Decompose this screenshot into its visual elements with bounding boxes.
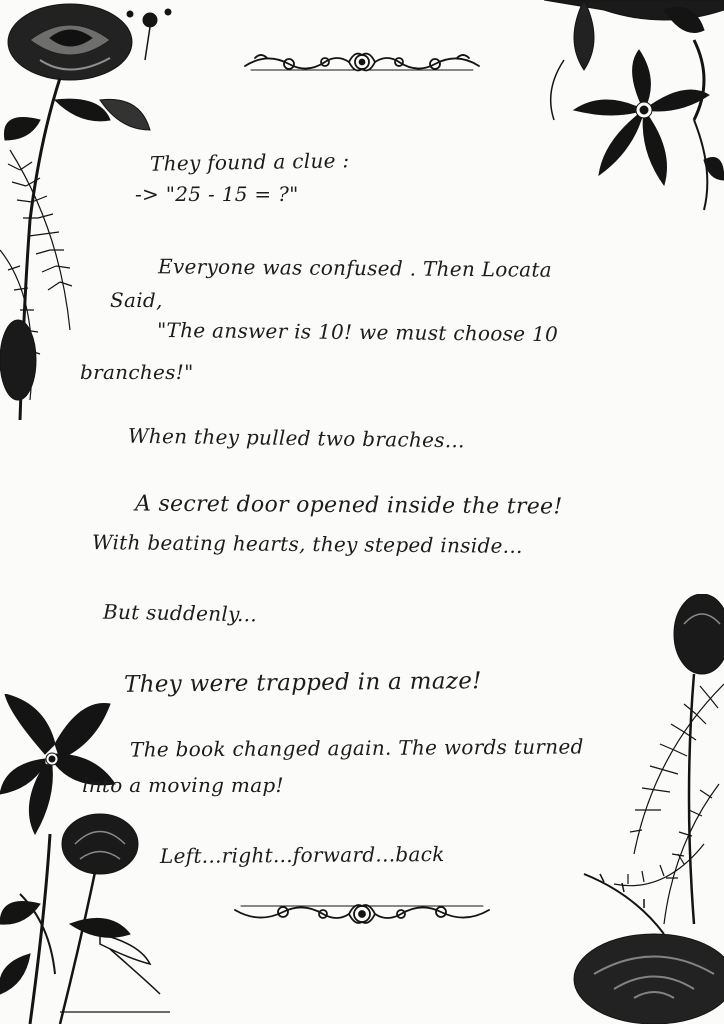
story-line-book-changed: The book changed again. The words turned [129,734,584,762]
story-line-pulled: When they pulled two braches... [127,423,465,453]
story-line-branches: branches!" [80,360,194,384]
story-line-confused: Everyone was confused . Then Locata [157,254,553,282]
story-line-answer: "The answer is 10! we must choose 10 [156,317,559,347]
story-line-trapped: They were trapped in a maze! [123,668,482,698]
story-line-directions: Left...right...forward...back [159,842,445,868]
story-line-clue-equation: -> "25 - 15 = ?" [135,182,299,206]
story-line-stepped-inside: With beating hearts, they steped inside... [91,530,523,558]
story-line-clue-intro: They found a clue : [149,148,350,176]
bottom-right-fern-rose-icon [544,594,724,1024]
story-line-said: Said, [110,288,163,312]
story-line-moving-map: into a moving map! [82,773,284,797]
top-right-lily-flower-icon [544,0,724,220]
story-line-secret-door: A secret door opened inside the tree! [134,491,563,520]
story-line-suddenly: But suddenly... [102,599,258,627]
